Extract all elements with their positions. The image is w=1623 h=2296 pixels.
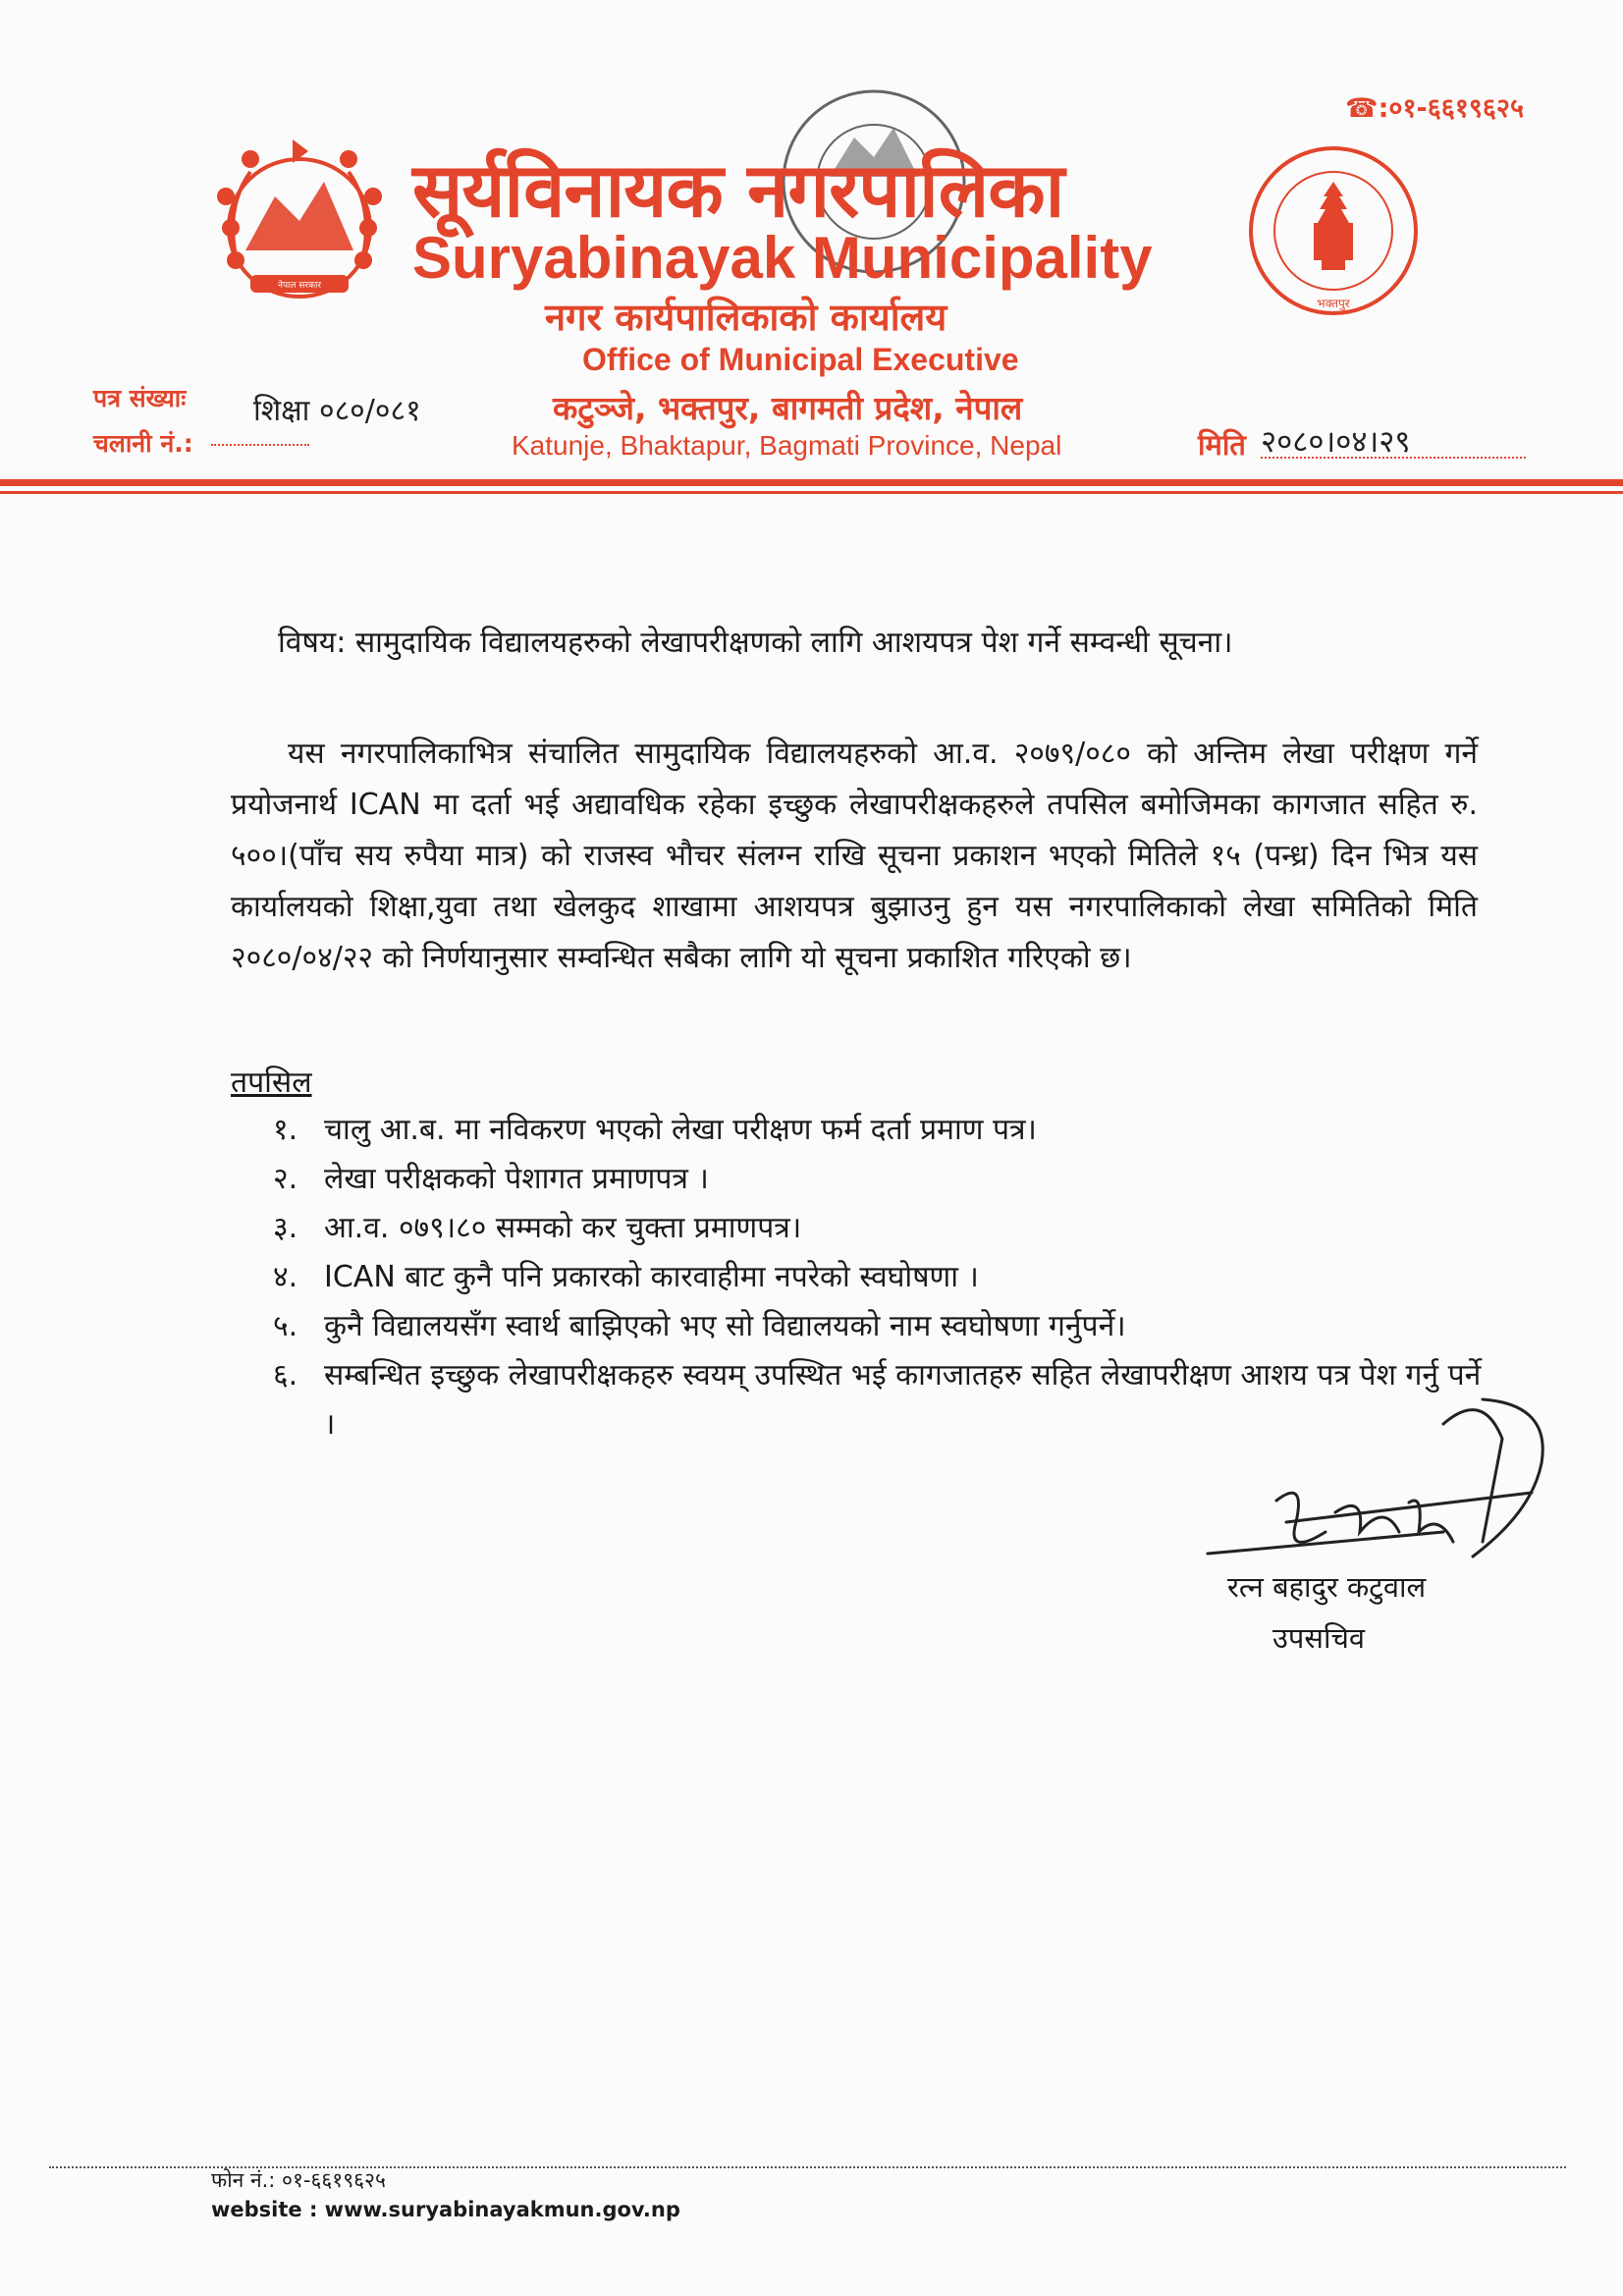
subject-line: विषय: सामुदायिक विद्यालयहरुको लेखापरीक्षणको लागि आशयपत्र पेश गर्ने सम्वन्धी सूचना। <box>278 626 1233 660</box>
list-item: ४. ICAN बाट कुनै पनि प्रकारको कारवाहीमा नपरेको स्वघोषणा । <box>273 1260 979 1294</box>
signatory-name: रत्न बहादुर कटुवाल <box>1227 1570 1427 1604</box>
chalani-label: चलानी नं.: <box>93 429 193 458</box>
list-item: ६. सम्बन्धित इच्छुक लेखापरीक्षकहरु स्वयम् उपस्थित भई कागजातहरु सहित लेखापरीक्षण आशय पत्र पेश गर्नु पर्ने । <box>273 1358 1482 1442</box>
list-heading: तपसिल <box>231 1066 312 1100</box>
signatory-title: उपसचिव <box>1272 1621 1366 1655</box>
header-rule-thick <box>0 479 1623 486</box>
municipality-seal-logo <box>1245 142 1422 319</box>
date-label: मिति <box>1198 428 1246 462</box>
header-phone: ☎:०१-६६१९६२५ <box>1345 93 1524 124</box>
municipality-title-nepali: सूर्यविनायक नगरपालिका <box>412 146 1064 234</box>
patra-sankhya-label: पत्र संख्याः <box>93 384 187 412</box>
patra-sankhya-value: शिक्षा ०८०/०८१ <box>253 394 421 428</box>
header-rule-thin <box>0 491 1623 494</box>
list-item: २. लेखा परीक्षकको पेशागत प्रमाणपत्र । <box>273 1162 709 1196</box>
office-title-nepali: नगर कार्यपालिकाको कार्यालय <box>545 296 947 339</box>
list-item: ५. कुनै विद्यालयसँग स्वार्थ बाझिएको भए सो विद्यालयको नाम स्वघोषणा गर्नुपर्ने। <box>273 1309 1126 1343</box>
footer-phone: फोन नं.: ०१-६६१९६२५ <box>211 2168 386 2192</box>
address-english: Katunje, Bhaktapur, Bagmati Province, Nepal <box>512 430 1062 461</box>
svg-text:भक्तपुर: भक्तपुर <box>1317 297 1350 310</box>
address-nepali: कटुञ्जे, भक्तपुर, बागमती प्रदेश, नेपाल <box>553 389 1023 427</box>
svg-text:नेपाल सरकार: नेपाल सरकार <box>277 281 322 291</box>
list-item: १. चालु आ.ब. मा नविकरण भएको लेखा परीक्षण फर्म दर्ता प्रमाण पत्र। <box>273 1113 1037 1147</box>
date-value: २०८०।०४।२९ <box>1261 424 1411 460</box>
handwritten-signature <box>1188 1385 1551 1581</box>
list-item: ३. आ.व. ०७९।८० सम्मको कर चुक्ता प्रमाणपत्र। <box>273 1211 802 1245</box>
date-underline <box>1261 457 1526 459</box>
footer-website: website : www.suryabinayakmun.gov.np <box>211 2198 680 2221</box>
office-title-english: Office of Municipal Executive <box>582 342 1019 377</box>
body-paragraph: यस नगरपालिकाभित्र संचालित सामुदायिक विद्यालयहरुको आ.व. २०७९/०८० को अन्तिम लेखा परीक्षण गर्ने प्रयोजनार्थ ICAN मा दर्ता भई अद्यावधिक रहेका इच्छुक लेखापरीक्षकहरुले तपसिल बमोजिमका कागजात सहित रु. ५००।(पाँच सय रुपैया मात्र) को राजस्व भौचर संलग्न राखि सूचना प्रकाशन भएको मितिले १५ (पन्ध्र) दिन भित्र यस कार्यालयको शिक्षा,युवा तथा खेलकुद शाखामा आशयपत्र बुझाउनु हुन यस नगरपालिकाको लेखा समितिको मिति २०८०/०४/२२ को निर्णयानुसार सम्वन्धित सबैका लागि यो सूचना प्रकाशित गरिएको छ। <box>231 737 1478 975</box>
nepal-emblem-logo <box>206 137 393 309</box>
municipality-title-english: Suryabinayak Municipality <box>412 225 1153 291</box>
chalani-blank <box>211 444 309 446</box>
